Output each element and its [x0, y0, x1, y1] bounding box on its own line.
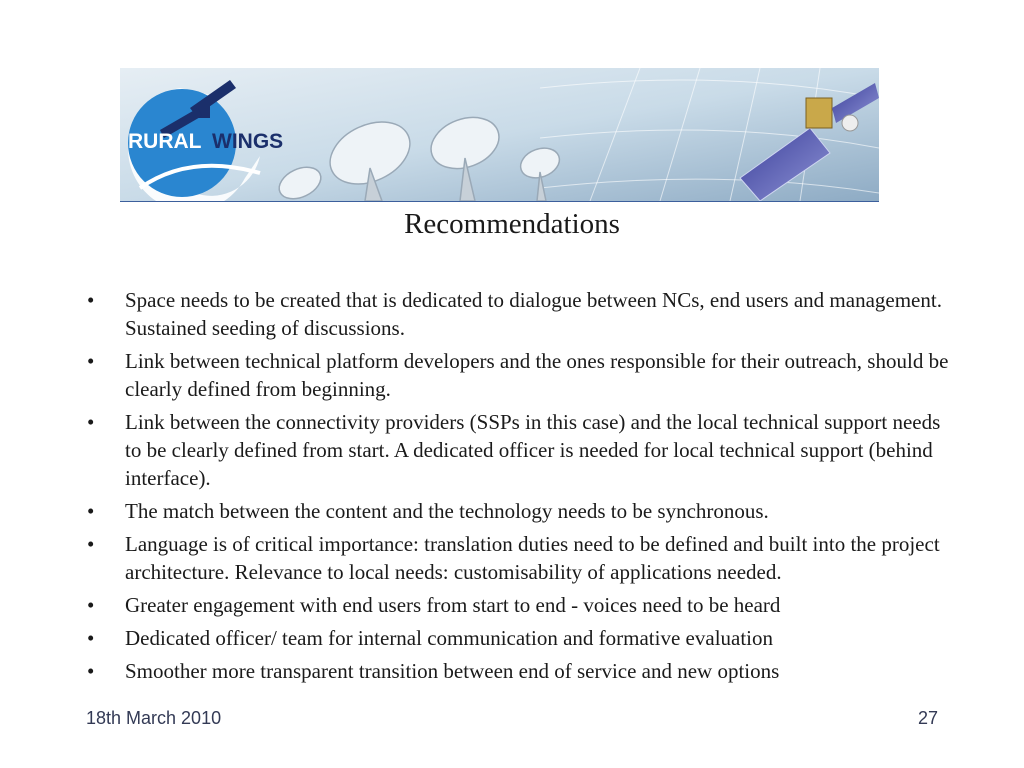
- bullet-item: [84, 497, 954, 525]
- bullet-item: [84, 286, 954, 342]
- banner-image: [120, 68, 879, 201]
- bullet-item: [84, 591, 954, 619]
- slide-title: Recommendations: [404, 208, 620, 240]
- bullet-text: Link between technical platform developers and the ones responsible for their outreach, should be clearly defined from beginning.: [125, 349, 949, 401]
- bullet-marker: •: [87, 593, 95, 617]
- bullet-marker: •: [87, 410, 95, 434]
- bullet-item: [84, 530, 954, 586]
- bullet-text: Language is of critical importance: translation duties need to be defined and built into the project architecture. Relevance to local needs: customisability of applications needed.: [125, 532, 940, 584]
- bullet-list: [84, 286, 954, 690]
- bullet-marker: •: [87, 349, 95, 373]
- bullet-marker: •: [87, 659, 95, 683]
- page-number: 27: [917, 708, 938, 728]
- bullet-text: The match between the content and the technology needs to be synchronous.: [125, 499, 769, 523]
- footer-date: 18th March 2010: [86, 708, 222, 728]
- logo-text-wings: WINGS: [212, 130, 284, 153]
- bullet-item: [84, 408, 954, 492]
- bullet-item: [84, 657, 954, 685]
- bullet-marker: •: [87, 288, 95, 312]
- bullet-text: Link between the connectivity providers (SSPs in this case) and the local technical support needs to be clearly defined from start. A dedicated officer is needed for local technical support (behind interface).: [125, 410, 941, 490]
- bullet-marker: •: [87, 532, 95, 556]
- bullet-item: [84, 624, 954, 652]
- bullet-marker: •: [87, 626, 95, 650]
- bullet-text: Smoother more transparent transition between end of service and new options: [125, 659, 780, 683]
- bullet-item: [84, 347, 954, 403]
- bullet-text: Dedicated officer/ team for internal communication and formative evaluation: [125, 626, 774, 650]
- bullet-text: Space needs to be created that is dedicated to dialogue between NCs, end users and management. Sustained seeding of discussions.: [125, 288, 942, 340]
- header-banner: [120, 68, 879, 202]
- bullet-text: Greater engagement with end users from start to end - voices need to be heard: [125, 593, 781, 617]
- logo-text-rural: RURAL: [128, 130, 202, 153]
- bullet-marker: •: [87, 499, 95, 523]
